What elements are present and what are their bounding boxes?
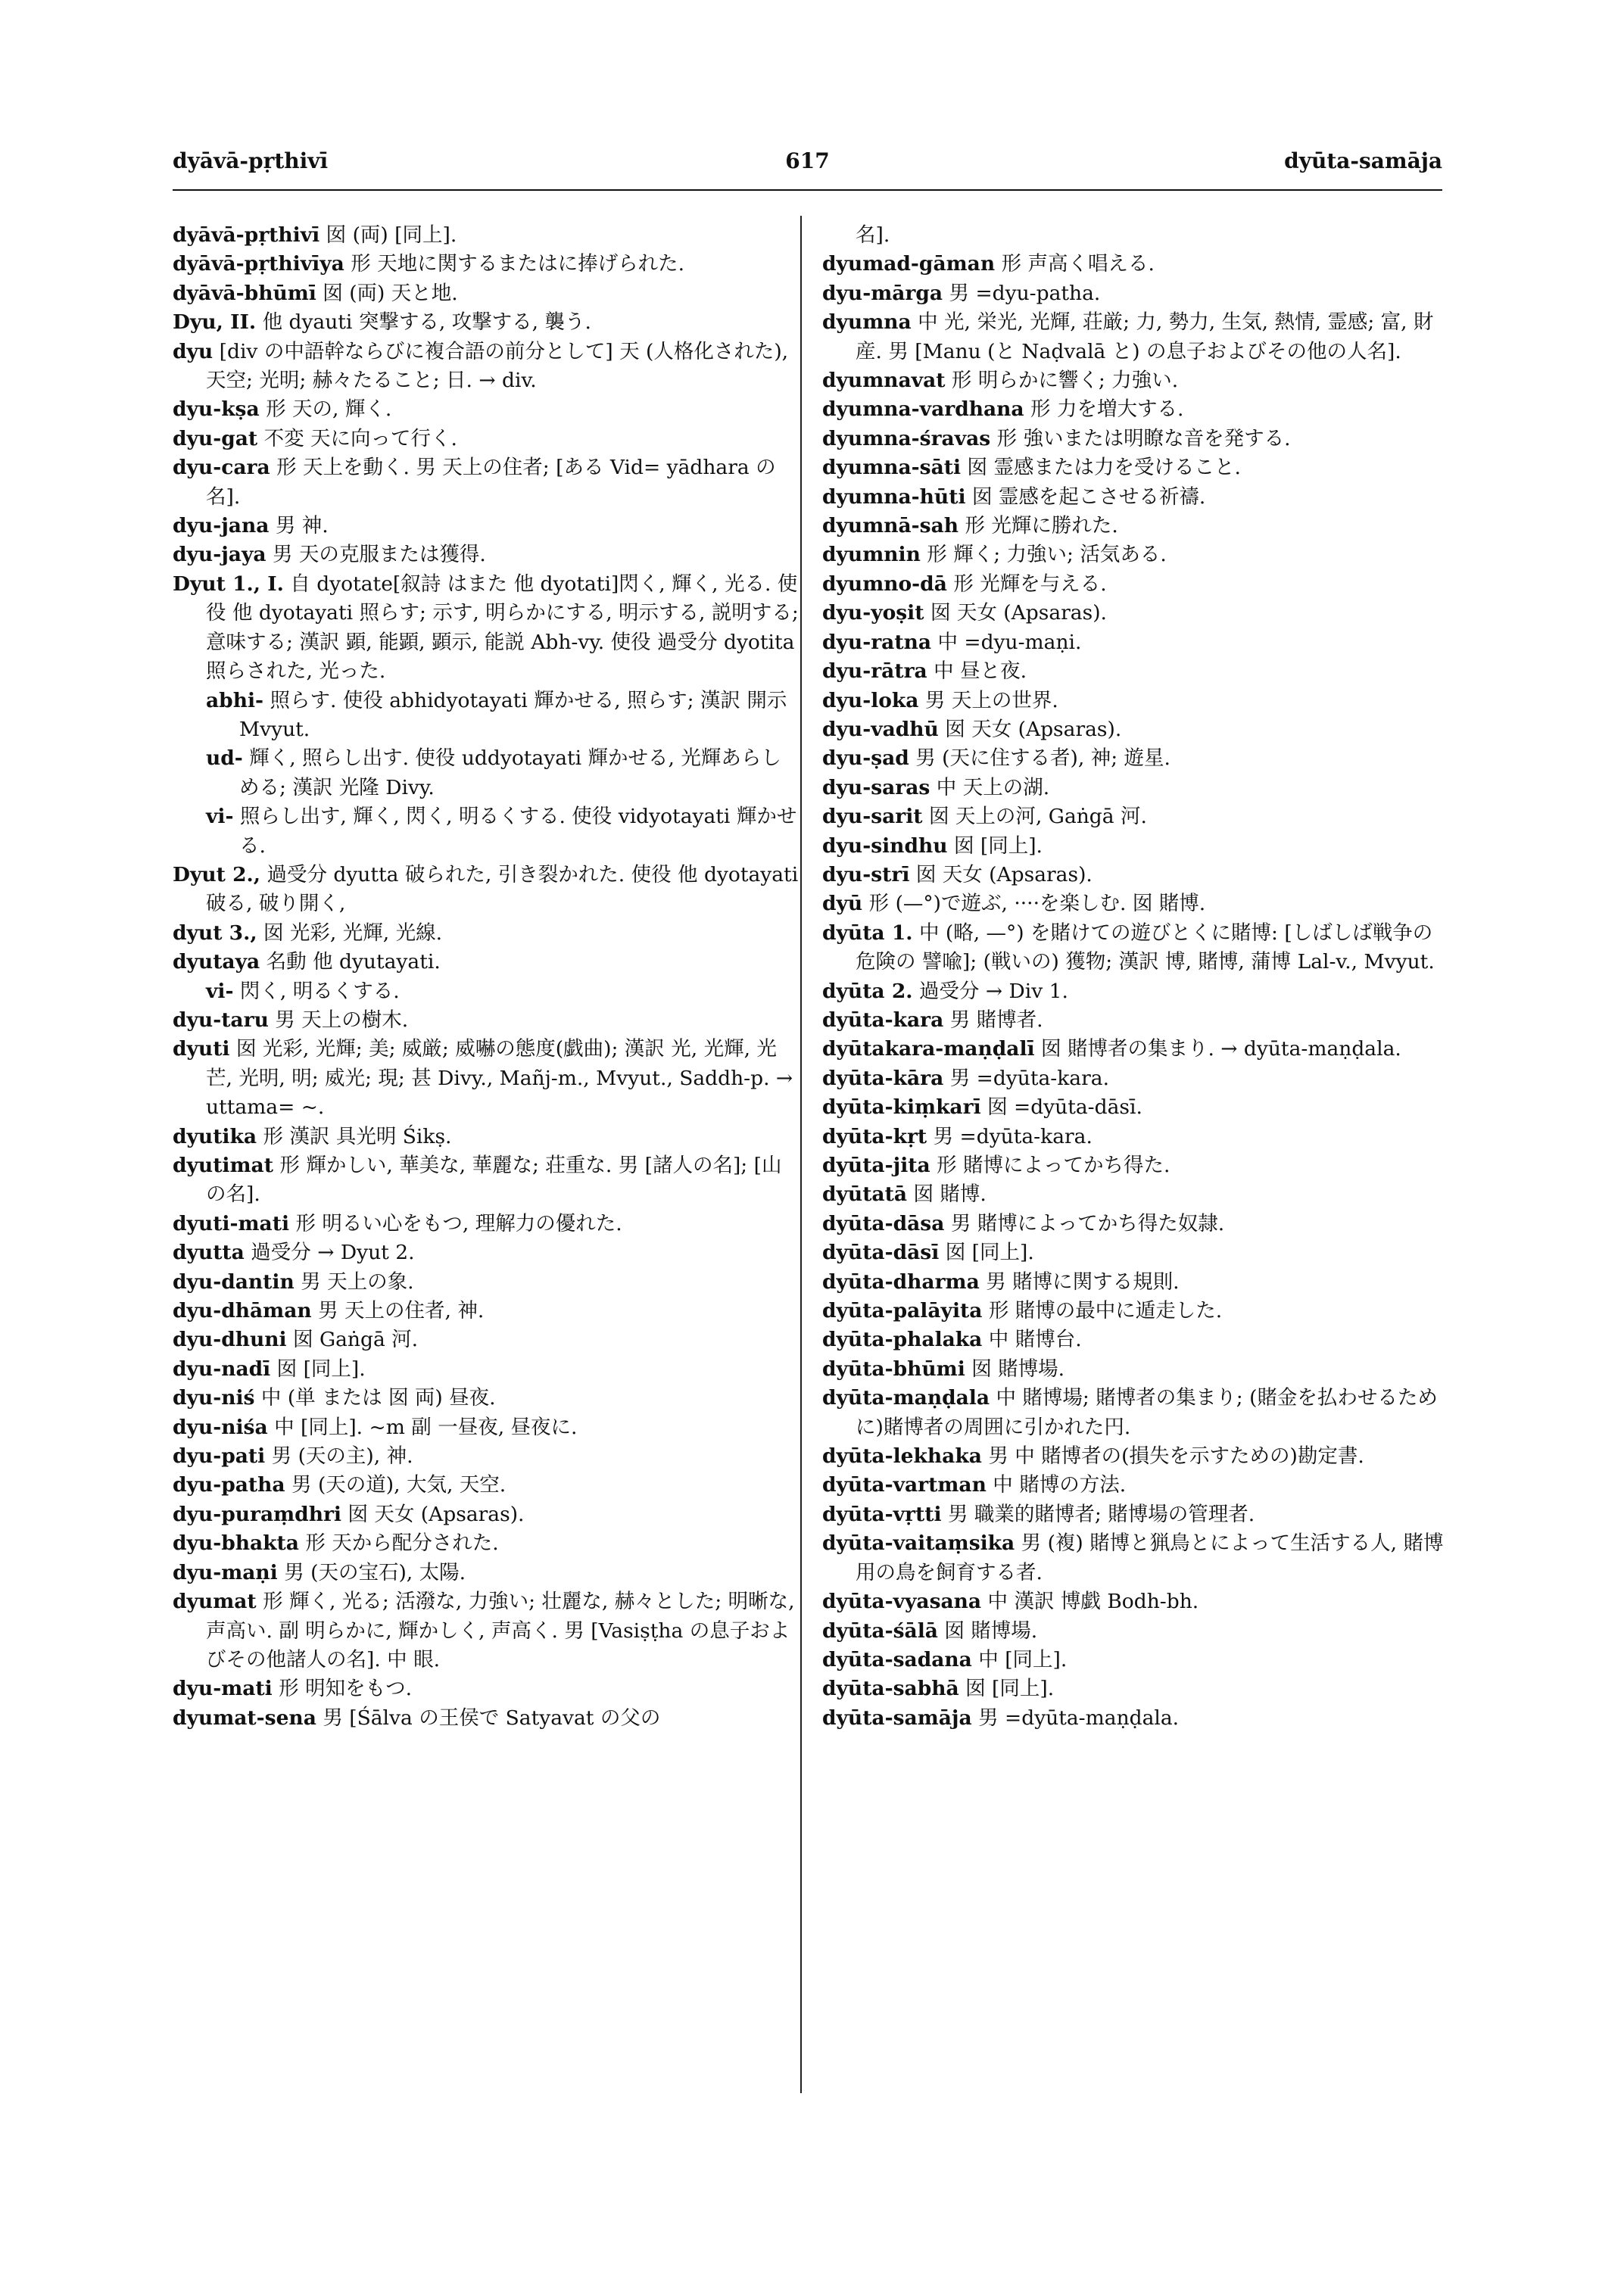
entry-headword: dyu-yoṣit: [822, 601, 924, 625]
entry-headword: dyutta: [173, 1241, 245, 1265]
entry-headword: dyūta-vaitaṃsika: [822, 1531, 1015, 1556]
entry-headword: dyumno-dā: [822, 572, 947, 596]
dictionary-entry: [173, 1123, 801, 1151]
entry-definition: 過受分 → Div 1.: [918, 979, 1068, 1003]
entry-headword: dyūta-dharma: [822, 1270, 980, 1294]
dictionary-entry: [173, 1413, 801, 1442]
page-header: [173, 148, 1442, 191]
dictionary-entry: [822, 250, 1451, 279]
entry-definition: 男 =dyūta-maṇḍala.: [978, 1706, 1180, 1730]
entry-definition: 男 神.: [275, 514, 329, 538]
entry-headword: dyu-sarit: [822, 805, 923, 829]
entry-definition: 形 強いまたは明瞭な音を発する.: [996, 426, 1291, 450]
entry-definition: 囡 (両) 天と地.: [323, 281, 458, 305]
entry-definition: 囡 賭博者の集まり. → dyūta-maṇḍala.: [1041, 1037, 1401, 1061]
entry-headword: vi-: [206, 979, 234, 1003]
dictionary-entry: [173, 919, 801, 948]
dictionary-entry: [822, 599, 1451, 628]
entry-headword: dyu-ratna: [822, 630, 932, 654]
dictionary-entry: [822, 221, 1451, 250]
entry-definition: 中 漢訳 博戯 Bodh-bh.: [987, 1590, 1199, 1614]
dictionary-entry: [822, 483, 1451, 512]
entry-headword: dyūta-sabhā: [822, 1677, 959, 1701]
dictionary-entry: [173, 1384, 801, 1413]
entry-definition: 男 賭博者.: [949, 1008, 1043, 1032]
entry-definition: 形 天上を動く. 男 天上の住者; [ある Vid= yādhara の名].: [206, 456, 776, 509]
entry-definition: 形 天の, 輝く.: [266, 397, 392, 422]
entry-definition: 形 賭博の最中に遁走した.: [988, 1299, 1223, 1323]
entry-headword: dyu-puraṃdhri: [173, 1502, 341, 1526]
entry-headword: dyu-strī: [822, 862, 910, 886]
entry-definition: 中 [同上]. ~m 副 一昼夜, 昼夜に.: [274, 1415, 578, 1439]
entry-headword: dyu-niśa: [173, 1415, 268, 1439]
dictionary-entry: [822, 1704, 1451, 1733]
entry-definition: 中 =dyu-maṇi.: [937, 630, 1082, 654]
entry-definition: 照らす. 使役 abhidyotayati 輝かせる, 照らす; 漢訳 開示 Mvyut.: [239, 688, 787, 741]
dictionary-entry: [822, 802, 1451, 831]
entry-definition: 形 声高く唱える.: [1001, 252, 1155, 276]
entry-headword: vi-: [206, 805, 234, 829]
entry-headword: dyāvā-pṛthivī: [173, 223, 320, 247]
entry-definition: 中 天上の湖.: [936, 775, 1050, 799]
dictionary-entry: [822, 1529, 1451, 1587]
right-column: [822, 221, 1451, 1733]
entry-headword: dyumna-hūti: [822, 484, 966, 509]
entry-definition: 中 (略, —°) を賭けての遊びとくに賭博: [しばしば戦争の危険の 譬喩]; (戦いの) 獲物; 漢訳 博, 賭博, 蒲博 Lal-v., Mvyut.: [856, 921, 1435, 974]
entry-definition: 男 =dyūta-kara.: [933, 1124, 1093, 1148]
entry-headword: dyumnā-sah: [822, 514, 959, 538]
dictionary-entry: [173, 512, 801, 541]
entry-definition: 男 天の克服または獲得.: [272, 543, 486, 567]
entry-headword: dyūta-palāyita: [822, 1299, 983, 1323]
entry-headword: dyu-vadhū: [822, 717, 939, 741]
page-number: 617: [785, 148, 830, 173]
entry-definition: 囡 霊感または力を受けること.: [967, 456, 1241, 480]
entry-definition: 名].: [856, 223, 890, 247]
entry-headword: dyu-nadī: [173, 1357, 271, 1381]
entry-headword: dyumna: [822, 310, 912, 335]
dictionary-entry: [822, 774, 1451, 802]
dictionary-entry: [822, 1587, 1451, 1616]
header-right-guide-word: dyūta-samāja: [1284, 148, 1442, 173]
dictionary-entry: [822, 512, 1451, 541]
entry-headword: dyu-dhāman: [173, 1299, 312, 1323]
entry-definition: 囡 霊感を起こさせる祈禱.: [971, 484, 1206, 509]
dictionary-entry: [822, 687, 1451, 715]
dictionary-entry: [173, 1704, 801, 1733]
dictionary-entry: [822, 1268, 1451, 1297]
dictionary-entry: [822, 977, 1451, 1006]
entry-definition: 囡 [同上].: [965, 1677, 1055, 1701]
entry-definition: 囡 天女 (Apsaras).: [930, 601, 1107, 625]
entry-definition: 囡 天女 (Apsaras).: [348, 1502, 525, 1526]
dictionary-entry: [173, 1587, 801, 1675]
entry-headword: dyūtakara-maṇḍalī: [822, 1037, 1035, 1061]
dictionary-entry: [173, 308, 801, 337]
entry-headword: dyu-maṇi: [173, 1560, 278, 1584]
dictionary-entry: [173, 279, 801, 308]
entry-definition: 囡 賭博場.: [944, 1618, 1038, 1643]
entry-headword: dyu-niś: [173, 1386, 255, 1410]
entry-definition: 男 [Śālva の王侯で Satyavat の父の: [323, 1706, 661, 1730]
entry-definition: 囡 =dyūta-dāsī.: [987, 1095, 1142, 1120]
dictionary-entry: [822, 715, 1451, 744]
dictionary-entry: [173, 1355, 801, 1384]
entry-definition: 形 輝く, 光る; 活潑な, 力強い; 壮麗な, 赫々とした; 明晰な, 声高い. 副 明らかに, 輝かしく, 声高く. 男 [Vasiṣṭha の息子およびその他諸人の名]. 中 眼.: [206, 1590, 795, 1671]
entry-definition: 照らし出す, 輝く, 閃く, 明るくする. 使役 vidyotayati 輝かせる.: [239, 805, 797, 858]
entry-definition: 中 賭博台.: [988, 1328, 1082, 1352]
entry-definition: 形 明らかに響く; 力強い.: [951, 369, 1179, 393]
dictionary-entry: [173, 1006, 801, 1035]
header-rule: [173, 189, 1442, 191]
entry-headword: dyūta-vyasana: [822, 1590, 982, 1614]
entry-headword: dyu-mārga: [822, 281, 943, 305]
dictionary-entry: [173, 744, 801, 802]
entry-definition: 囡 [同上].: [953, 833, 1043, 858]
entry-definition: 男 (天の道), 大気, 天空.: [291, 1473, 507, 1497]
entry-definition: 囡 Gaṅgā 河.: [293, 1328, 419, 1352]
dictionary-entry: [173, 1559, 801, 1587]
entry-definition: 囡 賭博.: [913, 1182, 987, 1207]
dictionary-entry: [822, 453, 1451, 482]
dictionary-entry: [822, 1297, 1451, 1326]
entry-definition: 男 職業的賭博者; 賭博場の管理者.: [947, 1502, 1255, 1526]
entry-headword: Dyut 2.,: [173, 862, 261, 886]
entry-definition: 中 光, 栄光, 光輝, 荘厳; 力, 勢力, 生気, 熱情, 霊感; 富, 財産. 男 [Manu (と Naḍvalā と) の息子およびその他の人名].: [856, 310, 1434, 363]
column-divider: [800, 216, 802, 2093]
entry-headword: dyūta-kiṃkarī: [822, 1095, 981, 1120]
entry-headword: dyu-dantin: [173, 1270, 295, 1294]
dictionary-entry: [822, 1442, 1451, 1471]
entry-headword: dyumna-śravas: [822, 426, 991, 450]
entry-definition: 囡 (両) [同上].: [326, 223, 457, 247]
dictionary-entry: [173, 977, 801, 1006]
entry-definition: 不変 天に向って行く.: [263, 426, 457, 450]
entry-definition: 男 天上の樹木.: [275, 1008, 409, 1032]
dictionary-entry: [822, 570, 1451, 599]
entry-headword: dyūta-dāsa: [822, 1211, 945, 1235]
left-column: [173, 221, 801, 1733]
entry-headword: dyumnin: [822, 543, 921, 567]
dictionary-entry: [822, 1006, 1451, 1035]
dictionary-entry: [822, 1355, 1451, 1384]
dictionary-entry: [822, 425, 1451, 453]
entry-definition: 囡 光彩, 光輝; 美; 威厳; 威嚇の態度(戯曲); 漢訳 光, 光輝, 光芒, 光明, 明; 威光; 現; 甚 Divy., Mañj-m., Mvyut., Saddh-p. → uttama= ~.: [206, 1037, 793, 1120]
entry-headword: dyūta-maṇḍala: [822, 1386, 990, 1410]
dictionary-entry: [173, 453, 801, 512]
entry-definition: 囡 天上の河, Gaṅgā 河.: [929, 805, 1147, 829]
entry-definition: 閃く, 明るくする.: [239, 979, 400, 1003]
entry-definition: 男 =dyu-patha.: [949, 281, 1101, 305]
entry-headword: dyuti: [173, 1037, 230, 1061]
dictionary-entry: [822, 1238, 1451, 1267]
dictionary-entry: [822, 541, 1451, 569]
entry-definition: 囡 [同上].: [276, 1357, 366, 1381]
dictionary-entry: [822, 744, 1451, 773]
entry-definition: 形 天地に関するまたはに捧げられた.: [351, 252, 685, 276]
entry-definition: 形 (—°)で遊ぶ, ····を楽しむ. 囡 賭博.: [868, 892, 1206, 916]
entry-headword: dyūta-phalaka: [822, 1328, 983, 1352]
dictionary-entry: [822, 628, 1451, 657]
entry-headword: dyumat: [173, 1590, 257, 1614]
dictionary-entry: [173, 1529, 801, 1558]
entry-definition: 男 (天の主), 神.: [271, 1444, 413, 1469]
dictionary-entry: [822, 1210, 1451, 1238]
dictionary-entry: [173, 1471, 801, 1500]
entry-headword: dyāvā-bhūmī: [173, 281, 316, 305]
entry-headword: dyuti-mati: [173, 1211, 290, 1235]
entry-headword: dyūta-dāsī: [822, 1241, 940, 1265]
entry-headword: dyūta-kāra: [822, 1066, 944, 1090]
dictionary-entry: [173, 425, 801, 453]
entry-headword: dyumnavat: [822, 369, 946, 393]
entry-headword: dyu-cara: [173, 456, 270, 480]
dictionary-entry: [822, 395, 1451, 424]
entry-definition: 男 (天に住する者), 神; 遊星.: [915, 746, 1170, 771]
entry-definition: 中 昼と夜.: [934, 659, 1027, 684]
entry-headword: dyūta-samāja: [822, 1706, 972, 1730]
entry-headword: dyumna-sāti: [822, 456, 962, 480]
dictionary-entry: [822, 861, 1451, 889]
entry-headword: dyu-saras: [822, 775, 930, 799]
entry-headword: dyu-bhakta: [173, 1531, 299, 1556]
entry-definition: 過受分 dyutta 破られた, 引き裂かれた. 使役 他 dyotayati 破る, 破り開く,: [206, 862, 799, 916]
entry-definition: 男 =dyūta-kara.: [949, 1066, 1109, 1090]
entry-definition: 形 輝く; 力強い; 活気ある.: [927, 543, 1167, 567]
entry-definition: 男 賭博に関する規則.: [986, 1270, 1180, 1294]
entry-definition: 形 賭博によってかち得た.: [937, 1154, 1170, 1177]
entry-definition: 形 漢訳 具光明 Śikṣ.: [263, 1124, 452, 1148]
entry-headword: dyūta 2.: [822, 979, 913, 1003]
entry-definition: 囡 賭博場.: [971, 1357, 1065, 1381]
entry-headword: abhi-: [206, 688, 264, 712]
entry-definition: 男 天上の世界.: [924, 688, 1058, 712]
entry-definition: 囡 光彩, 光輝, 光線.: [263, 921, 443, 945]
dictionary-entry: [173, 338, 801, 396]
dictionary-entry: [822, 366, 1451, 395]
dictionary-entry: [822, 1064, 1451, 1093]
dictionary-entry: [173, 1151, 801, 1210]
entry-headword: dyu-gat: [173, 426, 258, 450]
entry-headword: dyūta-kara: [822, 1008, 944, 1032]
entry-definition: 形 光輝を与える.: [953, 572, 1107, 596]
dictionary-entry: [173, 1210, 801, 1238]
dictionary-entry: [822, 1471, 1451, 1500]
entry-headword: dyu-pati: [173, 1444, 266, 1469]
entry-headword: dyut 3.,: [173, 921, 257, 945]
entry-definition: 輝く, 照らし出す. 使役 uddyotayati 輝かせる, 光輝あらしめる; 漢訳 光隆 Divy.: [239, 746, 781, 799]
dictionary-entry: [822, 889, 1451, 918]
entry-definition: 男 (天の宝石), 太陽.: [284, 1560, 466, 1584]
dictionary-entry: [173, 1268, 801, 1297]
dictionary-entry: [822, 1675, 1451, 1703]
entry-definition: 男 天上の象.: [301, 1270, 414, 1294]
entry-headword: dyu-rātra: [822, 659, 927, 684]
entry-definition: 形 明知をもつ.: [279, 1677, 413, 1701]
entry-headword: dyutika: [173, 1124, 257, 1148]
entry-definition: 名動 他 dyutayati.: [266, 950, 441, 974]
entry-headword: dyu-dhuni: [173, 1328, 287, 1352]
dictionary-entry: [173, 687, 801, 745]
entry-definition: 囡 天女 (Apsaras).: [915, 862, 1093, 886]
entry-headword: dyū: [822, 892, 863, 916]
entry-definition: 囡 天女 (Apsaras).: [945, 717, 1122, 741]
dictionary-entry: [822, 1035, 1451, 1064]
dictionary-entry: [822, 1326, 1451, 1354]
dictionary-entry: [822, 657, 1451, 686]
dictionary-entry: [822, 1123, 1451, 1151]
entry-definition: 中 賭博の方法.: [993, 1473, 1127, 1497]
dictionary-entry: [173, 1035, 801, 1122]
dictionary-entry: [173, 570, 801, 687]
dictionary-entry: [822, 308, 1451, 366]
entry-definition: 形 光輝に勝れた.: [965, 514, 1118, 538]
entry-headword: dyūta 1.: [822, 921, 913, 945]
dictionary-entry: [822, 832, 1451, 861]
entry-headword: dyu-taru: [173, 1008, 269, 1032]
entry-headword: dyumat-sena: [173, 1706, 316, 1730]
entry-headword: dyu-loka: [822, 688, 919, 712]
dictionary-entry: [822, 919, 1451, 977]
entry-definition: 中 [同上].: [978, 1647, 1068, 1671]
entry-headword: dyūta-śālā: [822, 1618, 938, 1643]
dictionary-entry: [173, 1442, 801, 1471]
dictionary-entry: [822, 279, 1451, 308]
entry-headword: dyūta-kṛt: [822, 1124, 927, 1148]
entry-headword: dyūtatā: [822, 1182, 908, 1207]
entry-headword: dyu-mati: [173, 1677, 273, 1701]
entry-definition: 過受分 → Dyut 2.: [251, 1241, 415, 1265]
dictionary-entry: [173, 541, 801, 569]
dictionary-entry: [822, 1093, 1451, 1122]
entry-headword: dyāvā-pṛthivīya: [173, 252, 344, 276]
entry-headword: dyu-ṣad: [822, 746, 909, 771]
entry-headword: dyūta-sadana: [822, 1647, 972, 1671]
entry-definition: 男 天上の住者, 神.: [318, 1299, 485, 1323]
entry-headword: Dyu, II.: [173, 310, 257, 335]
dictionary-entry: [173, 1500, 801, 1529]
entry-headword: dyūta-vartman: [822, 1473, 987, 1497]
dictionary-entry: [822, 1617, 1451, 1646]
entry-definition: 男 賭博によってかち得た奴隷.: [950, 1211, 1225, 1235]
entry-definition: 他 dyauti 突撃する, 攻撃する, 襲う.: [262, 310, 591, 335]
entry-definition: 形 力を増大する.: [1030, 397, 1184, 422]
entry-headword: dyu-kṣa: [173, 397, 260, 422]
entry-headword: dyutimat: [173, 1154, 273, 1177]
entry-headword: dyūta-bhūmi: [822, 1357, 965, 1381]
entry-headword: Dyut 1., I.: [173, 572, 284, 596]
entry-headword: dyūta-lekhaka: [822, 1444, 982, 1469]
dictionary-entry: [173, 395, 801, 424]
entry-definition: 男 (複) 賭博と猟鳥とによって生活する人, 賭博用の鳥を飼育する者.: [856, 1531, 1444, 1584]
entry-headword: dyūta-jita: [822, 1154, 930, 1177]
entry-headword: dyumna-vardhana: [822, 397, 1024, 422]
entry-definition: 囡 [同上].: [945, 1241, 1034, 1265]
dictionary-entry: [173, 1238, 801, 1267]
entry-headword: dyu-jana: [173, 514, 270, 538]
dictionary-entry: [822, 1384, 1451, 1442]
entry-definition: [div の中語幹ならびに複合語の前分として] 天 (人格化された), 天空; 光明; 赫々たること; 日. → div.: [206, 339, 789, 393]
entry-headword: dyutaya: [173, 950, 260, 974]
entry-headword: dyu-jaya: [173, 543, 267, 567]
entry-definition: 中 (単 または 囡 両) 昼夜.: [260, 1386, 496, 1410]
dictionary-entry: [173, 861, 801, 919]
entry-headword: dyūta-vṛtti: [822, 1502, 942, 1526]
dictionary-entry: [173, 1297, 801, 1326]
dictionary-entry: [822, 1646, 1451, 1675]
entry-definition: 形 輝かしい, 華美な, 華麗な; 荘重な. 男 [諸人の名]; [山の名].: [206, 1154, 782, 1207]
dictionary-entry: [822, 1180, 1451, 1209]
dictionary-entry: [822, 1151, 1451, 1180]
dictionary-entry: [822, 1500, 1451, 1529]
entry-headword: dyu-sindhu: [822, 833, 948, 858]
entry-definition: 中 賭博場; 賭博者の集まり; (賭金を払わせるために)賭博者の周囲に引かれた円.: [856, 1386, 1438, 1439]
header-left-guide-word: dyāvā-pṛthivī: [173, 148, 329, 173]
entry-headword: dyu: [173, 339, 214, 363]
dictionary-entry: [173, 1326, 801, 1354]
dictionary-entry: [173, 221, 801, 250]
dictionary-entry: [173, 1675, 801, 1703]
entry-headword: dyu-patha: [173, 1473, 285, 1497]
entry-definition: 形 天から配分された.: [305, 1531, 499, 1556]
dictionary-entry: [173, 802, 801, 861]
dictionary-entry: [173, 948, 801, 977]
entry-definition: 男 中 賭博者の(損失を示すための)勘定書.: [988, 1444, 1364, 1469]
dictionary-entry: [173, 250, 801, 279]
entry-definition: 自 dyotate[叙詩 はまた 他 dyotati]閃く, 輝く, 光る. 使役 他 dyotayati 照らす; 示す, 明らかにする, 明示する, 説明する; 意味する; 漢訳 顕, 能顕, 顕示, 能説 Abh-vy. 使役 過受分 dyotita 照らされた, 光った.: [206, 572, 799, 684]
entry-headword: ud-: [206, 746, 243, 771]
entry-headword: dyumad-gāman: [822, 252, 996, 276]
entry-definition: 形 明るい心をもつ, 理解力の優れた.: [295, 1211, 622, 1235]
